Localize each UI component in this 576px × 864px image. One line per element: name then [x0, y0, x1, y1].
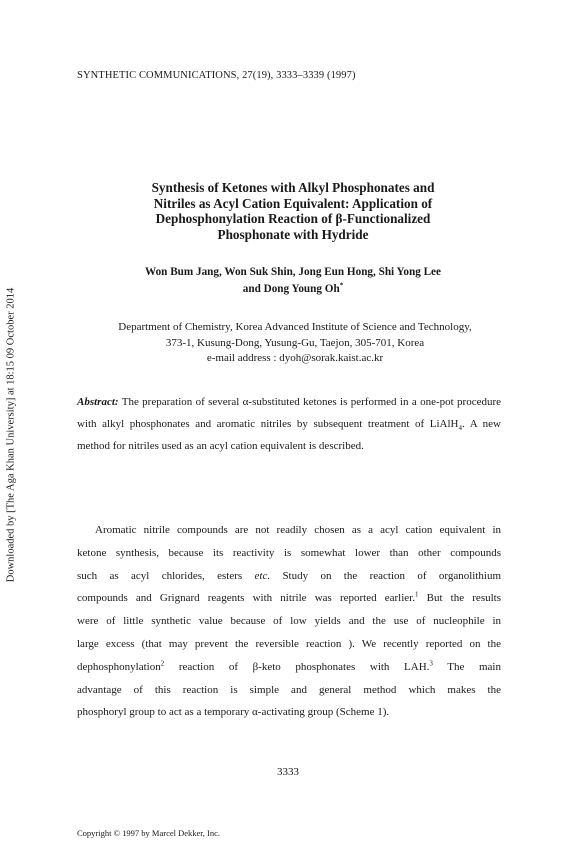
copyright-notice: Copyright © 1997 by Marcel Dekker, Inc. [77, 828, 221, 838]
watermark-text: Downloaded by [The Aga Khan University] at 18:15 09 October 2014 [5, 287, 17, 583]
article-title [100, 180, 486, 242]
author-line: Won Bum Jang, Won Suk Shin, Jong Eun Hong, Shi Yong Lee [145, 266, 441, 278]
abstract-text: The preparation of several α-substituted ketones is performed in a one-pot procedure with alkyl phosphonates and aromatic nitriles by subsequent treatment of LiAlH [77, 396, 501, 430]
abstract [77, 391, 501, 457]
body-text-run: compounds and Grignard reagents with nitrile was reported earlier. [77, 592, 415, 605]
body-line: were of little synthetic value because of low yields and the use of nucleophile in [77, 615, 501, 628]
body-line: large excess (that may prevent the reversible reaction ). We recently reported on the [77, 637, 501, 650]
affiliation-line: 373-1, Kusung-Dong, Yusung-Gu, Taejon, 305-701, Korea [165, 336, 425, 349]
body-line [77, 656, 501, 679]
abstract-label: Abstract: [77, 396, 119, 408]
journal-header: SYNTHETIC COMMUNICATIONS, 27(19), 3333–3339 (1997) [77, 70, 356, 81]
body-text-run: Study on the reaction of organolithium [270, 569, 502, 582]
body-text-run: dephosphonylation [77, 660, 161, 673]
title-line: Synthesis of Ketones with Alkyl Phosphonates and [151, 180, 435, 195]
body-text [77, 519, 501, 724]
title-line: Phosphonate with Hydride [217, 226, 369, 242]
page-number: 3333 [277, 766, 299, 778]
title-line: Nitriles as Acyl Cation Equivalent: Application of [153, 195, 433, 211]
corresponding-author-mark: * [339, 281, 344, 290]
body-line: advantage of this reaction is simple and general method which makes the [77, 683, 501, 696]
title-line: Dephosphonylation Reaction of β-Functionalized [155, 211, 431, 226]
email-line: e-mail address : dyoh@sorak.kaist.ac.kr [206, 352, 384, 364]
body-line [77, 587, 501, 610]
affiliation [70, 320, 520, 367]
reference-mark: 2 [160, 659, 165, 668]
body-line [77, 565, 501, 588]
body-text-run: such as acyl chlorides, esters [77, 569, 255, 582]
body-text-run: reaction of β-keto phosphonates with LAH. [164, 660, 430, 673]
body-line: phosphoryl group to act as a temporary α-activating group (Scheme 1). [77, 706, 390, 719]
abstract-subscript: 4 [458, 424, 463, 433]
body-text-run: But the results [418, 592, 501, 605]
author-list [90, 264, 496, 298]
download-watermark [0, 240, 22, 630]
body-line: Aromatic nitrile compounds are not readily chosen as a acyl cation equivalent in [95, 524, 501, 536]
author-line-text: and Dong Young Oh [242, 283, 340, 295]
body-line: ketone synthesis, because its reactivity is somewhat lower than other compounds [77, 546, 501, 559]
abstract-text: . A new method for nitriles used as an acyl cation equivalent is described. [77, 418, 501, 452]
reference-mark: 3 [429, 659, 433, 668]
affiliation-line: Department of Chemistry, Korea Advanced Institute of Science and Technology, [118, 321, 472, 333]
body-text-run: The main [432, 660, 501, 673]
author-line [90, 281, 496, 298]
reference-mark: 1 [414, 590, 419, 599]
body-italic-run: etc. [254, 569, 271, 582]
